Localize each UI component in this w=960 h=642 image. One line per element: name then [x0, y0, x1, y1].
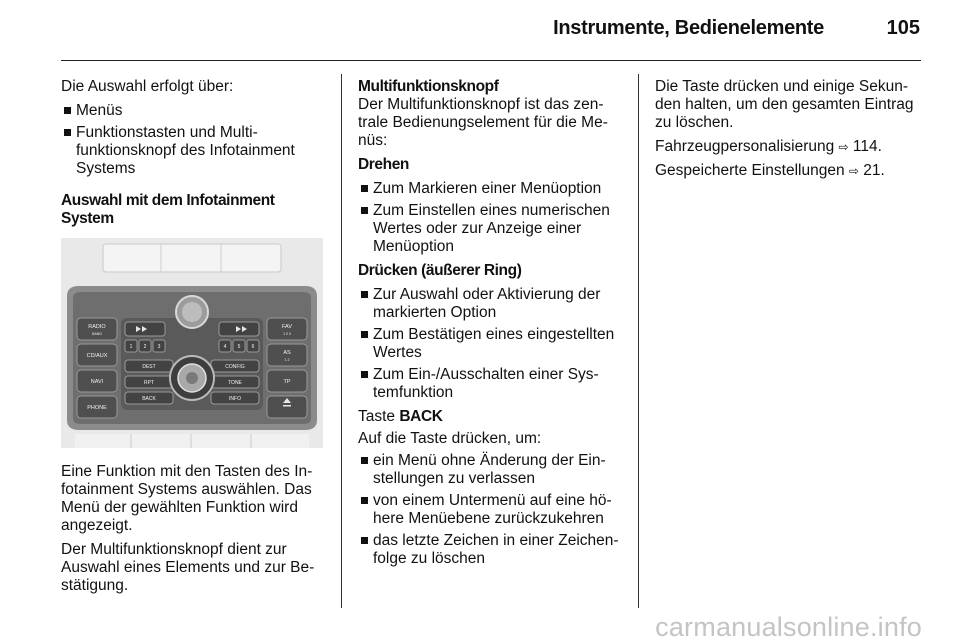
preset-key-5: 5: [237, 344, 241, 350]
panel-description: Eine Funktion mit den Tasten des Infotainment Systems auswählen. Das Menü der gewählten Funktion wird angezeigt.: [61, 463, 313, 534]
preset-key-1: 1: [129, 344, 133, 350]
reference-page: 21.: [863, 162, 885, 179]
dest-button-label: DEST: [142, 364, 156, 370]
list-item: das letzte Zeichen in einer Zeichenfolge zu löschen: [358, 532, 624, 568]
knob-intro: Der Multifunktionsknopf ist das zentrale Bedienungselement für die Menüs:: [358, 96, 608, 149]
list-item: Zum Markieren einer Menüoption: [358, 180, 624, 198]
cross-reference-personalization: [655, 138, 923, 156]
list-item: Zum Bestätigen eines eingestellten Wertes: [358, 326, 624, 362]
info-button-label: INFO: [229, 396, 241, 402]
list-item: Menüs: [61, 102, 326, 120]
reference-text: Gespeicherte Einstellungen: [655, 162, 845, 179]
watermark: carmanualsonline.info: [655, 612, 922, 642]
page-header-title: Instrumente, Bedienelemente: [553, 17, 824, 39]
as-sub-label: 1 2: [284, 358, 290, 362]
infotainment-panel-figure: [61, 238, 323, 448]
column-2: [358, 78, 624, 574]
preset-key-2: 2: [143, 344, 147, 350]
as-button-label: AS: [283, 350, 291, 356]
back-intro: Auf die Taste drücken, um:: [358, 430, 542, 447]
config-button-label: CONFIG: [225, 364, 245, 370]
subheading-press: Drücken (äußerer Ring): [358, 262, 522, 279]
page-reference-arrow-icon: ⇨: [838, 140, 849, 154]
section-heading-knob: Multifunktionsknopf: [358, 78, 499, 95]
back-list: [358, 452, 624, 568]
column-divider-2: [638, 74, 639, 608]
column-1: [61, 78, 326, 601]
preset-key-4: 4: [223, 344, 227, 350]
delete-hold-text: Die Taste drücken und einige Sekunden halten, um den gesamten Eintrag zu löschen.: [655, 78, 914, 131]
header-rule: [61, 60, 921, 61]
list-item: Zum Einstellen eines numerischen Wertes oder zur Anzeige einer Menüoption: [358, 202, 624, 256]
list-item: ein Menü ohne Änderung der Einstellungen zu verlassen: [358, 452, 624, 488]
band-label: BAND: [92, 332, 102, 336]
tp-button-label: TP: [283, 379, 291, 385]
column-divider-1: [341, 74, 342, 608]
preset-key-3: 3: [157, 344, 161, 350]
cross-reference-settings: [655, 162, 923, 180]
fav-sub-label: 1 2 3: [283, 332, 291, 336]
reference-page: 114.: [852, 138, 882, 155]
infotainment-panel-illustration: [61, 238, 323, 448]
turn-list: [358, 180, 624, 256]
back-button-label: BACK: [142, 396, 156, 402]
list-item: von einem Untermenü auf eine höhere Menüebene zurückzukehren: [358, 492, 624, 528]
press-list: [358, 286, 624, 402]
fav-button-label: FAV: [282, 324, 292, 330]
knob-description: Der Multifunktionsknopf dient zur Auswahl eines Elements und zur Bestätigung.: [61, 541, 315, 594]
list-item: Zur Auswahl oder Aktivierung der markierten Option: [358, 286, 624, 322]
page-number: 105: [886, 17, 920, 39]
list-item: Zum Ein-/Ausschalten einer Systemfunktion: [358, 366, 624, 402]
reference-text: Fahrzeugpersonalisierung: [655, 138, 835, 155]
preset-key-6: 6: [251, 344, 255, 350]
back-key-line: [358, 408, 624, 426]
navi-button-label: NAVI: [90, 379, 104, 385]
cd-aux-button-label: CD/AUX: [86, 353, 108, 359]
selection-intro: Die Auswahl erfolgt über:: [61, 78, 234, 95]
phone-button-label: PHONE: [87, 405, 107, 411]
back-key-prefix: Taste: [358, 408, 400, 425]
column-3: [655, 78, 923, 186]
subheading-turn: Drehen: [358, 156, 410, 173]
radio-button-label: RADIO: [88, 324, 106, 330]
list-item: Funktionstasten und Multifunktionsknopf des Infotainment Systems: [61, 124, 326, 178]
section-heading-infotainment: Auswahl mit dem Infotainment System: [61, 192, 275, 227]
selection-list: [61, 102, 326, 178]
tone-button-label: TONE: [228, 380, 242, 386]
rpt-button-label: RPT: [144, 380, 154, 386]
back-key-name: BACK: [399, 408, 443, 425]
page-reference-arrow-icon: ⇨: [848, 164, 859, 178]
